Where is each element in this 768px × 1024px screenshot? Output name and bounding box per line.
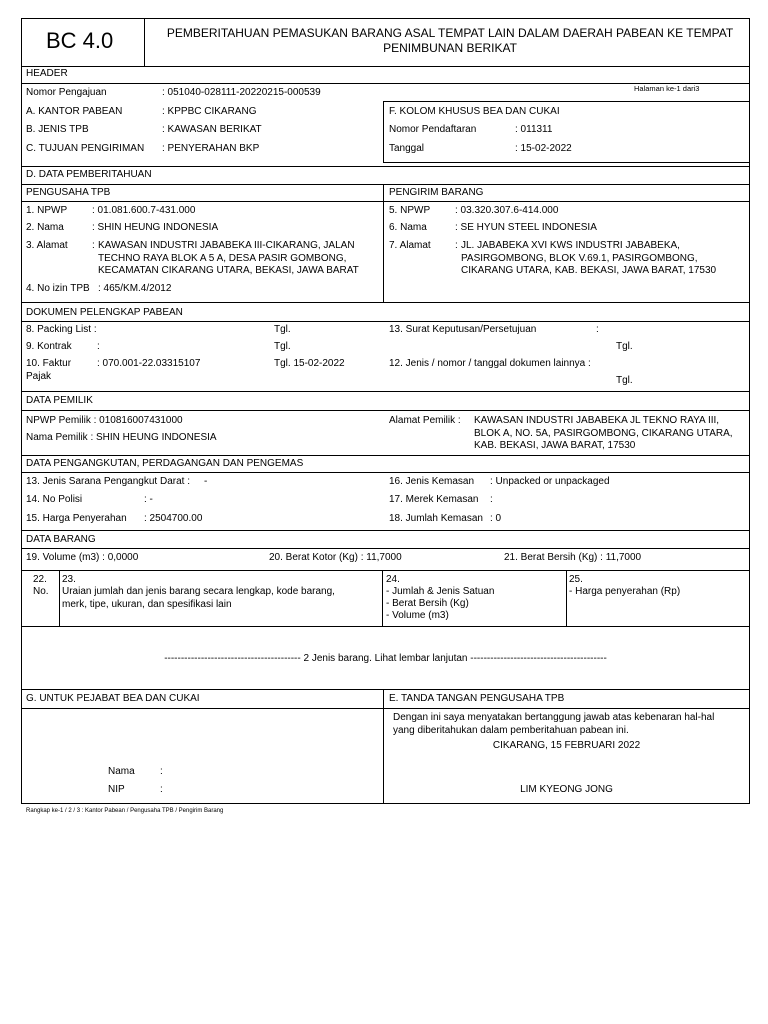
harga-penyerahan-label: 15. Harga Penyerahan	[26, 513, 127, 524]
kantor-pabean-label: A. KANTOR PABEAN	[26, 106, 123, 117]
harga-penyerahan-value: : 2504700.00	[144, 513, 203, 524]
signature-statement: Dengan ini saya menyatakan bertanggung jawab atas kebenaran hal-hal yang diberitahukan dalam pemberitahuan pabean ini.	[393, 712, 715, 736]
section-pejabat: G. UNTUK PEJABAT BEA DAN CUKAI	[26, 693, 200, 704]
alamat-pengirim-value: JL. JABABEKA XVI KWS INDUSTRI JABABEKA, PASIRGOMBONG, BLOK V.69.1, PASIRGOMBONG, CIKARANG UTARA, KAB. BEKASI, JAWA BARAT, 17530	[461, 240, 717, 276]
section-data-barang: DATA BARANG	[26, 534, 96, 545]
surat-keputusan-label: 13. Surat Keputusan/Persetujuan	[389, 324, 537, 335]
jenis-tpb-label: B. JENIS TPB	[26, 124, 89, 135]
nomor-pendaftaran-label: Nomor Pendaftaran	[389, 124, 477, 135]
alamat-pemilik-value: KAWASAN INDUSTRI JABABEKA JL TEKNO RAYA III, BLOK A, NO. 5A, PASIRGOMBONG, CIKARANG UTARA, KAB. BEKASI, JAWA BARAT, 17530	[474, 415, 733, 451]
pejabat-nip-colon: :	[160, 784, 163, 795]
npwp-pengusaha-label: 1. NPWP	[26, 205, 68, 216]
signature-place-date: CIKARANG, 15 FEBRUARI 2022	[492, 740, 641, 751]
divider	[383, 184, 384, 302]
jumlah-kemasan-label: 18. Jumlah Kemasan	[389, 513, 483, 524]
izin-tpb-label: 4. No izin TPB	[26, 283, 90, 294]
alamat-pengusaha-label: 3. Alamat	[26, 240, 68, 251]
divider	[21, 321, 750, 322]
tujuan-value: : PENYERAHAN BKP	[162, 143, 260, 154]
alamat-pengusaha-value: KAWASAN INDUSTRI JABABEKA III-CIKARANG, JALAN TECHNO RAYA BLOK A 5 A, DESA PASIR GOMBONG, KECAMATAN CIKARANG UTARA, BEKASI, JAWA BARAT	[98, 240, 359, 276]
divider	[21, 391, 750, 392]
col24-line3: - Volume (m3)	[386, 610, 449, 621]
section-data-pemilik: DATA PEMILIK	[26, 395, 93, 406]
tanggal-label: Tanggal	[389, 143, 425, 154]
divider	[21, 66, 750, 67]
jenis-kemasan-label: 16. Jenis Kemasan	[389, 476, 475, 487]
page-indicator: Halaman ke-1 dari3	[634, 84, 700, 93]
tujuan-label: C. TUJUAN PENGIRIMAN	[26, 143, 145, 154]
kontrak-colon: :	[97, 341, 100, 352]
divider	[21, 410, 750, 411]
berat-bersih: 21. Berat Bersih (Kg) : 11,7000	[504, 552, 642, 563]
packing-list-tgl: Tgl.	[274, 324, 291, 335]
izin-tpb-value: : 465/KM.4/2012	[98, 283, 172, 294]
npwp-pengusaha-value: : 01.081.600.7-431.000	[92, 205, 196, 216]
npwp-pengirim-value: : 03.320.307.6-414.000	[455, 205, 559, 216]
section-tanda-tangan: E. TANDA TANGAN PENGUSAHA TPB	[389, 693, 565, 704]
col23-label: Uraian jumlah dan jenis barang secara lengkap, kode barang, merk, tipe, ukuran, dan spesifikasi lain	[62, 586, 335, 610]
pengusaha-tpb-label: PENGUSAHA TPB	[26, 187, 111, 198]
jenis-tpb-value: : KAWASAN BERIKAT	[162, 124, 262, 135]
alamat-pengusaha-colon: :	[92, 240, 95, 251]
col25-label: - Harga penyerahan (Rp)	[569, 586, 681, 597]
nomor-pengajuan-value: : 051040-028111-20220215-000539	[162, 87, 321, 98]
divider	[144, 18, 145, 66]
npwp-pemilik: NPWP Pemilik : 010816007431000	[26, 415, 183, 426]
divider	[21, 570, 750, 571]
berat-kotor: 20. Berat Kotor (Kg) : 11,7000	[269, 552, 402, 563]
no-polisi-value: : -	[144, 494, 153, 505]
divider	[21, 530, 750, 531]
jenis-dokumen-label: 12. Jenis / nomor / tanggal dokumen lainnya :	[389, 358, 591, 369]
nama-pemilik: Nama Pemilik : SHIN HEUNG INDONESIA	[26, 432, 217, 443]
nomor-pengajuan-label: Nomor Pengajuan	[26, 87, 107, 98]
sarana-pengangkut-label: 13. Jenis Sarana Pengangkut Darat :	[26, 476, 190, 487]
surat-keputusan-tgl: Tgl.	[616, 341, 633, 352]
faktur-pajak-label: 10. Faktur Pajak	[26, 358, 72, 382]
divider	[59, 570, 60, 626]
faktur-pajak-tgl: Tgl. 15-02-2022	[274, 358, 345, 369]
faktur-pajak-value: : 070.001-22.03315107	[97, 358, 201, 369]
kontrak-tgl: Tgl.	[274, 341, 291, 352]
alamat-pemilik-label: Alamat Pemilik :	[389, 415, 461, 426]
merek-kemasan-value: :	[490, 494, 493, 505]
form-title: PEMBERITAHUAN PEMASUKAN BARANG ASAL TEMPAT LAIN DALAM DAERAH PABEAN KE TEMPAT PENIMBUNAN BERIKAT	[166, 26, 734, 55]
pejabat-nama-colon: :	[160, 766, 163, 777]
divider	[21, 166, 750, 167]
form-code: BC 4.0	[46, 28, 114, 53]
nama-pengusaha-value: : SHIN HEUNG INDONESIA	[92, 222, 219, 233]
col23-number: 23.	[62, 574, 76, 585]
alamat-pengirim-colon: :	[455, 240, 458, 251]
kolom-khusus-label: F. KOLOM KHUSUS BEA DAN CUKAI	[389, 106, 560, 117]
divider	[566, 570, 567, 626]
sarana-pengangkut-value: -	[204, 476, 208, 487]
nama-pengusaha-label: 2. Nama	[26, 222, 64, 233]
volume: 19. Volume (m3) : 0,0000	[26, 552, 139, 563]
jumlah-kemasan-value: : 0	[490, 513, 502, 524]
divider	[21, 455, 750, 456]
divider	[382, 570, 383, 626]
merek-kemasan-label: 17. Merek Kemasan	[389, 494, 479, 505]
tanggal-value: : 15-02-2022	[515, 143, 572, 154]
jenis-dokumen-tgl: Tgl.	[616, 375, 633, 386]
pejabat-nama-label: Nama	[108, 766, 135, 777]
divider	[21, 302, 750, 303]
no-polisi-label: 14. No Polisi	[26, 494, 83, 505]
section-data-pemberitahuan: D. DATA PEMBERITAHUAN	[26, 169, 152, 180]
jenis-kemasan-value: : Unpacked or unpackaged	[490, 476, 610, 487]
col22-label: No.	[33, 586, 49, 597]
kantor-pabean-value: : KPPBC CIKARANG	[162, 106, 257, 117]
divider	[21, 472, 750, 473]
divider	[21, 708, 750, 709]
nama-pengirim-value: : SE HYUN STEEL INDONESIA	[455, 222, 597, 233]
nomor-pendaftaran-value: : 011311	[515, 124, 553, 135]
section-header: HEADER	[26, 68, 68, 79]
signer-name: LIM KYEONG JONG	[520, 784, 613, 795]
col22-number: 22.	[33, 574, 47, 585]
nama-pengirim-label: 6. Nama	[389, 222, 427, 233]
pejabat-nip-label: NIP	[108, 784, 125, 795]
col25-number: 25.	[569, 574, 583, 585]
continuation-note: ----------------------------------------- 2 Jenis barang. Lihat lembar lanjutan -----------------------------------------	[164, 653, 607, 664]
divider	[21, 184, 750, 185]
alamat-pengirim-label: 7. Alamat	[389, 240, 431, 251]
col24-line2: - Berat Bersih (Kg)	[386, 598, 469, 609]
divider	[21, 201, 750, 202]
col24-line1: - Jumlah & Jenis Satuan	[386, 586, 495, 597]
pengirim-barang-label: PENGIRIM BARANG	[389, 187, 484, 198]
divider	[21, 689, 750, 690]
surat-keputusan-colon: :	[596, 324, 599, 335]
packing-list-label: 8. Packing List :	[26, 324, 97, 335]
section-dokumen: DOKUMEN PELENGKAP PABEAN	[26, 307, 183, 318]
divider	[21, 626, 750, 627]
footer-note: Rangkap ke-1 / 2 / 3 : Kantor Pabean / Pengusaha TPB / Pengirim Barang	[26, 808, 224, 814]
divider	[21, 548, 750, 549]
col24-number: 24.	[386, 574, 400, 585]
kontrak-label: 9. Kontrak	[26, 341, 72, 352]
section-pengangkutan: DATA PENGANGKUTAN, PERDAGANGAN DAN PENGEMAS	[26, 458, 304, 469]
npwp-pengirim-label: 5. NPWP	[389, 205, 431, 216]
